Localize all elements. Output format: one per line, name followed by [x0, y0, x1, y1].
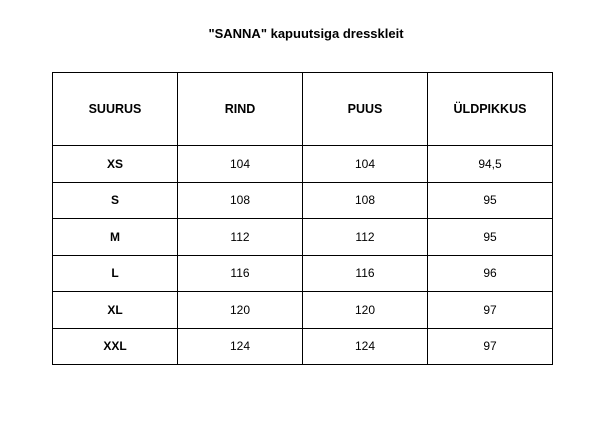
rind-cell: 120	[178, 292, 303, 329]
uldpikkus-cell: 97	[428, 292, 553, 329]
size-cell: XXL	[53, 328, 178, 365]
uldpikkus-cell: 96	[428, 255, 553, 292]
puus-cell: 112	[303, 219, 428, 256]
header-suurus: SUURUS	[53, 73, 178, 146]
uldpikkus-cell: 94,5	[428, 146, 553, 183]
header-uldpikkus: ÜLDPIKKUS	[428, 73, 553, 146]
rind-cell: 116	[178, 255, 303, 292]
table-row	[53, 292, 553, 329]
table-row	[53, 146, 553, 183]
size-cell: L	[53, 255, 178, 292]
table-row	[53, 328, 553, 365]
table-header-row	[53, 73, 553, 146]
puus-cell: 108	[303, 182, 428, 219]
size-table	[52, 72, 553, 365]
page-title: "SANNA" kapuutsiga dresskleit	[208, 26, 404, 41]
rind-cell: 112	[178, 219, 303, 256]
rind-cell: 108	[178, 182, 303, 219]
table-row	[53, 219, 553, 256]
table-row	[53, 182, 553, 219]
size-cell: XS	[53, 146, 178, 183]
table-row	[53, 255, 553, 292]
size-cell: S	[53, 182, 178, 219]
puus-cell: 116	[303, 255, 428, 292]
uldpikkus-cell: 97	[428, 328, 553, 365]
uldpikkus-cell: 95	[428, 219, 553, 256]
puus-cell: 120	[303, 292, 428, 329]
size-cell: M	[53, 219, 178, 256]
uldpikkus-cell: 95	[428, 182, 553, 219]
rind-cell: 104	[178, 146, 303, 183]
puus-cell: 124	[303, 328, 428, 365]
header-rind: RIND	[178, 73, 303, 146]
header-puus: PUUS	[303, 73, 428, 146]
puus-cell: 104	[303, 146, 428, 183]
rind-cell: 124	[178, 328, 303, 365]
size-cell: XL	[53, 292, 178, 329]
